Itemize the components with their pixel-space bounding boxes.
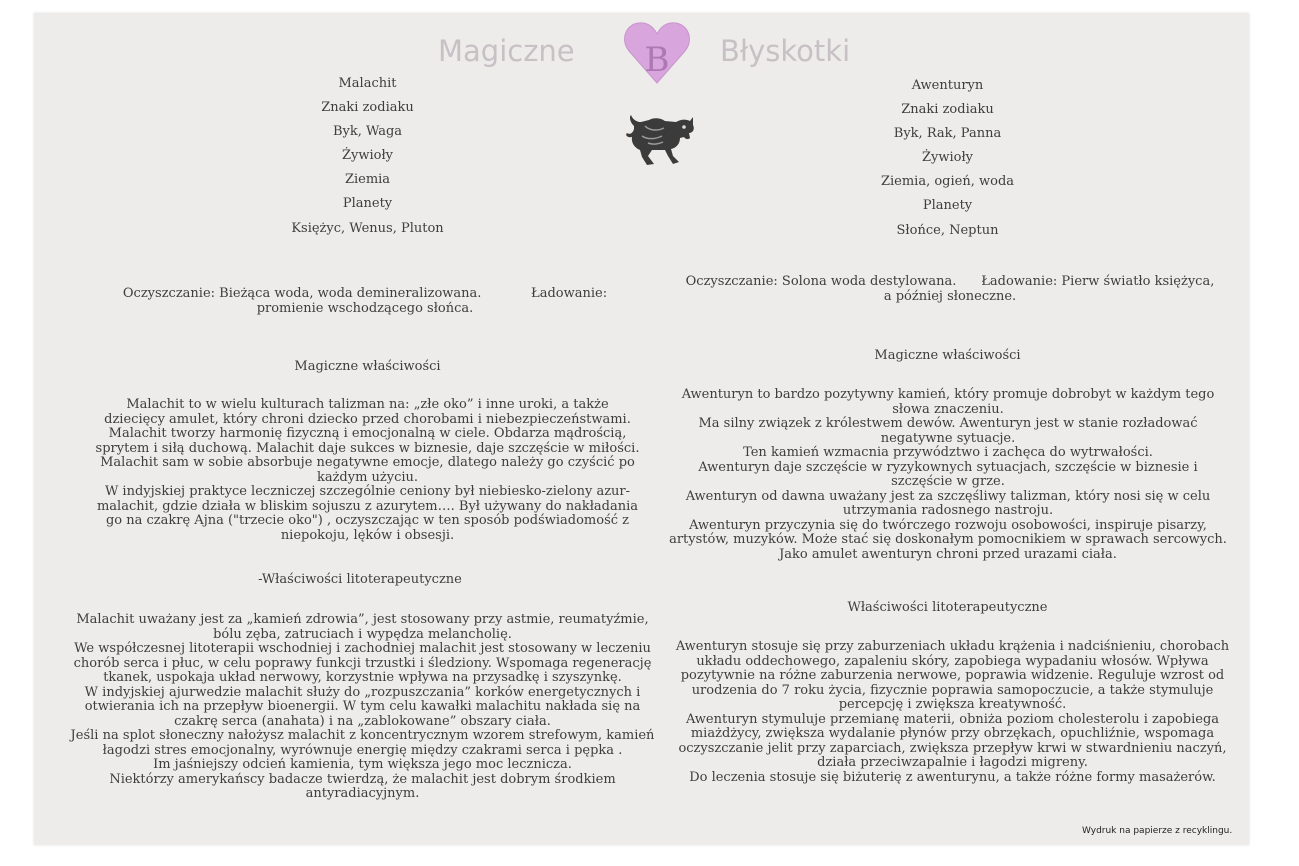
paragraph: Malachit to w wielu kulturach talizman na: „złe oko” i inne uroki, a także dziecięcy amulet, który chroni dziecko przed chorobami i niebezpieczeństwami. (104, 397, 631, 427)
right-stone-name: Awenturyn (911, 78, 984, 93)
left-magic-text (95, 398, 640, 543)
paragraph: Im jaśniejszy odcień kamienia, tym większa jego moc lecznicza. (153, 757, 572, 772)
paragraph: W indyjskiej ajurwedzie malachit służy do „rozpuszczania” korków energetycznych i otwierania ich na przepływ bioenergii. W tym celu kawałki malachitu nakłada się na czakrę serca (anahata) i na „zablokowane” obszary ciała. (84, 684, 641, 729)
right-magic-text (668, 388, 1228, 562)
right-planets-value: Słońce, Neptun (896, 222, 999, 238)
left-stone-info (240, 77, 495, 246)
paragraph: Malachit sam w sobie absorbuje negatywne emocje, dlatego należy go czyścić po każdym użyciu. (100, 455, 635, 485)
paragraph: Ten kamień wzmacnia przywództwo i zachęca do wytrwałości. (743, 445, 1153, 460)
paragraph: We współczesnej litoterapii wschodniej i zachodniej malachit jest stosowany w leczeniu chorób serca i płuc, w celu poprawy funkcji trzustki i śledziony. Wspomaga regenerację tkanek, uspokaja układ nerwowy, korzystnie wpływa na przysadkę i szyszynkę. (73, 641, 652, 685)
left-planets-value: Księżyc, Wenus, Pluton (291, 220, 444, 236)
paragraph: Awenturyn od dawna uważany jest za szczęśliwy talizman, który nosi się w celu utrzymania radosnego nastroju. (685, 488, 1211, 518)
right-planets-label: Planety (922, 198, 973, 214)
left-therapy-text (70, 613, 655, 802)
right-stone-info (820, 79, 1075, 248)
left-therapy-heading: -Właściwości litoterapeutyczne (258, 572, 462, 587)
left-elements-label: Żywioły (341, 148, 394, 164)
paragraph: Jako amulet awenturyn chroni przed urazami ciała. (779, 546, 1117, 562)
paragraph: Awenturyn stosuje się przy zaburzeniach układu krążenia i nadciśnieniu, chorobach układu oddechowego, zapaleniu skóry, zapobiega wypadaniu włosów. Wpływa pozytywnie na różne zaburzenia nerwowe, poprawia widzenie. Reguluje wzrost od urodzenia do 7 roku życia, fizycznie poprawia samopoczucie, a także stymuluje percepcję i zwiększa kreatywność. (675, 639, 1230, 712)
paragraph: Do leczenia stosuje się biżuterię z awenturynu, a także różne formy masażerów. (689, 769, 1216, 785)
paragraph: Jeśli na splot słoneczny nałożysz malachit z koncentrycznym wzorem strefowym, kamień łagodzi stres emocjonalny, wyrównuje energię między czakrami serca i pępka . (70, 728, 655, 758)
right-elements-value: Ziemia, ogień, woda (880, 174, 1015, 190)
left-zodiac-label: Znaki zodiaku (321, 100, 414, 116)
recycled-paper-note: Wydruk na papierze z recyklingu. (1082, 826, 1233, 836)
paragraph: Awenturyn stymuluje przemianę materii, obniża poziom cholesterolu i zapobiega miażdżycy, zwiększa wydalanie płynów przy obrzękach, opuchliźnie, wspomaga oczyszczanie jelit przy zaparciach, zwiększa przepływ krwi w stwardnieniu naczyń, działa przeciwzapalnie i łagodzi migreny. (678, 711, 1227, 770)
right-zodiac-label: Znaki zodiaku (901, 102, 994, 118)
logo-letter: B (644, 40, 670, 80)
paragraph: W indyjskiej praktyce leczniczej szczególnie ceniony był niebiesko-zielony azur-malachit, gdzie działa w bliskim sojuszu z azurytem…. Był używany do nakładania go na czakrę Ajna ("trzecie oko") , oczyszczając w ten sposób podświadomość z niepokoju, lęków i obsesji. (96, 484, 639, 543)
brand-title-left: Magiczne (438, 34, 575, 68)
heart-logo-icon (621, 17, 693, 89)
left-cleansing: Oczyszczanie: Bieżąca woda, woda demineralizowana. Ładowanie: promienie wschodzącego słońca. (122, 286, 612, 316)
paragraph: Awenturyn daje szczęście w ryzykownych sytuacjach, szczęście w biznesie i szczęście w grze. (698, 459, 1198, 489)
left-zodiac-value: Byk, Waga (332, 124, 403, 140)
paragraph: Niektórzy amerykańscy badacze twierdzą, że malachit jest dobrym środkiem antyradiacyjnym. (109, 771, 616, 801)
left-elements-value: Ziemia (344, 172, 391, 188)
right-cleansing: Oczyszczanie: Solona woda destylowana. Ładowanie: Pierw światło księżyca, a później słoneczne. (685, 274, 1219, 304)
right-zodiac-value: Byk, Rak, Panna (893, 126, 1002, 142)
paragraph: Awenturyn to bardzo pozytywny kamień, który promuje dobrobyt w każdym tego słowa znaczeniu. (681, 387, 1215, 417)
paragraph: Awenturyn przyczynia się do twórczego rozwoju osobowości, inspiruje pisarzy, artystów, muzyków. Może stać się doskonałym pomocnikiem w sprawach sercowych. (669, 517, 1227, 547)
right-magic-heading: Magiczne właściwości (874, 348, 1021, 363)
right-therapy-text (675, 640, 1230, 785)
right-elements-label: Żywioły (921, 150, 974, 166)
paragraph: Malachit uważany jest za „kamień zdrowia”, jest stosowany przy astmie, reumatyźmie, bólu zęba, zatruciach i wypędza melancholię. (76, 612, 649, 642)
left-planets-label: Planety (342, 196, 393, 212)
paragraph: Malachit tworzy harmonię fizyczną i emocjonalną w ciele. Obdarza mądrością, sprytem i siłą duchową. Malachit daje sukces w biznesie, daje szczęście w miłości. (95, 426, 640, 456)
left-magic-heading: Magiczne właściwości (294, 359, 441, 374)
paragraph: Ma silny związek z królestwem dewów. Awenturyn jest w stanie rozładować negatywne sytuacje. (698, 416, 1198, 446)
left-stone-name: Malachit (338, 76, 397, 91)
brand-title-right: Błyskotki (720, 34, 851, 68)
right-therapy-heading: Właściwości litoterapeutyczne (847, 600, 1048, 615)
taurus-zodiac-icon (624, 112, 696, 172)
